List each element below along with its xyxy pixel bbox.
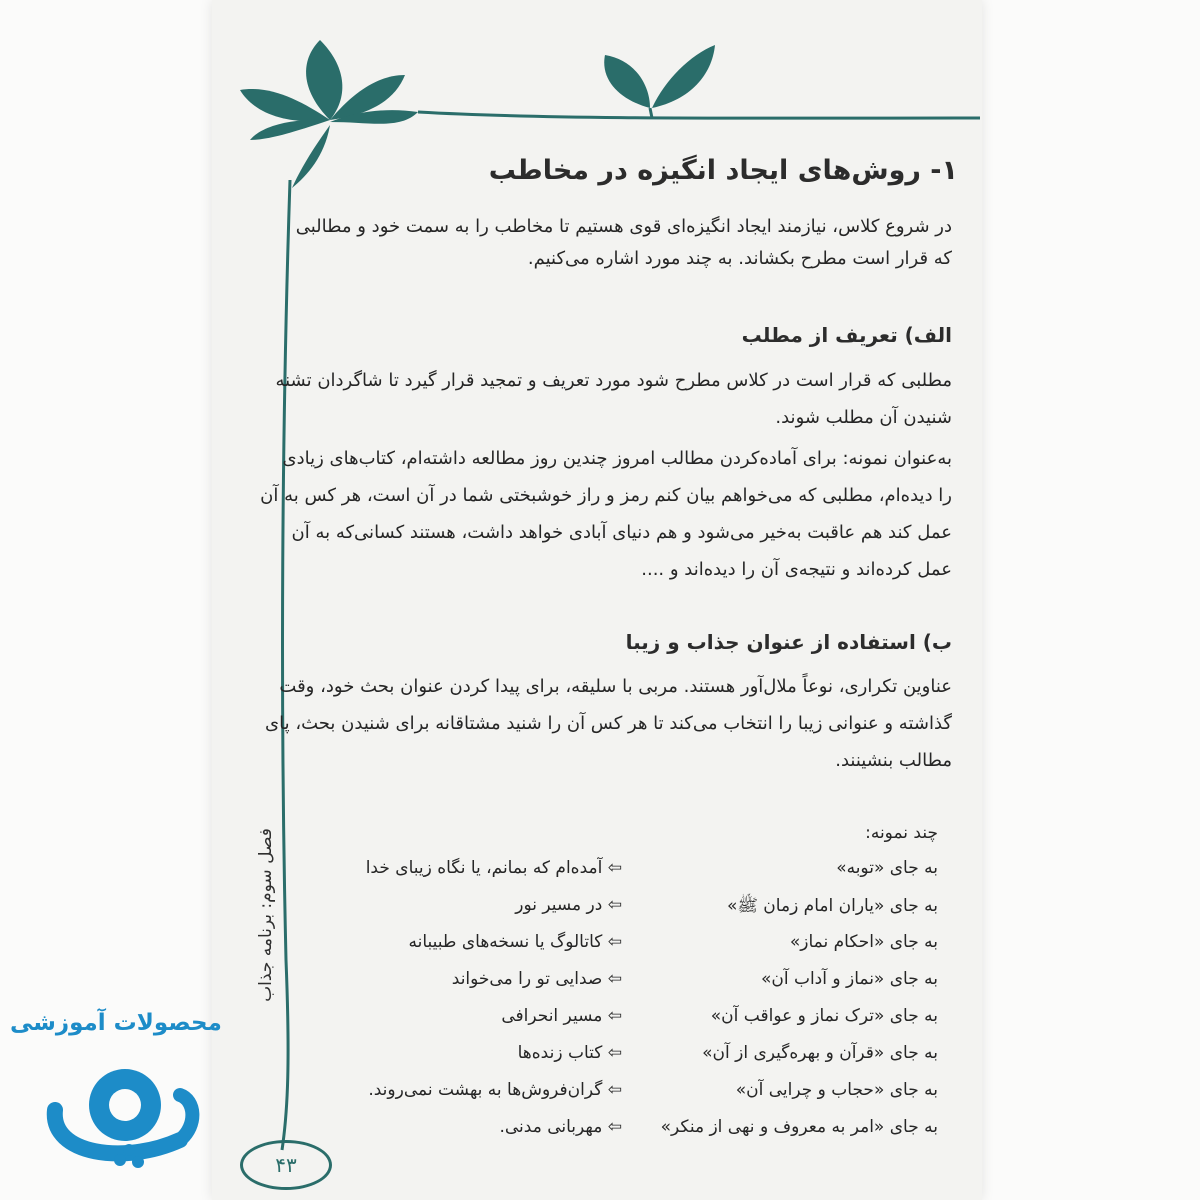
brand-logo-icon	[30, 1040, 210, 1170]
example-right-5: ⇦ مسیر انحرافی	[501, 1006, 622, 1026]
example-right-1: ⇦ آمده‌ام که بمانم، یا نگاه زیبای خدا	[365, 858, 622, 878]
section-b-title: ب) استفاده از عنوان جذاب و زیبا	[625, 630, 952, 654]
chapter-side-text: فصل سوم: برنامه جذاب	[256, 828, 277, 1002]
section-1-title: ۱- روش‌های ایجاد انگیزه در مخاطب	[488, 155, 958, 186]
section-a-title: الف) تعریف از مطلب	[741, 323, 952, 347]
example-left-6: به جای «قرآن و بهره‌گیری از آن»	[702, 1043, 938, 1063]
section-b-line-3: مطالب بنشینند.	[835, 750, 952, 771]
frame-line	[418, 112, 980, 118]
example-right-4: ⇦ صدایی تو را می‌خواند	[451, 969, 622, 989]
chapter-side-label	[246, 820, 286, 1010]
example-right-7: ⇦ گران‌فروش‌ها به بهشت نمی‌روند.	[368, 1080, 622, 1100]
section-a-para1-line-2: شنیدن آن مطلب شوند.	[775, 407, 952, 428]
example-left-8: به جای «امر به معروف و نهی از منکر»	[660, 1117, 938, 1137]
section-a-para2-line-2: را دیده‌ام، مطلبی که می‌خواهم بیان کنم رمز و راز خوشبختی شما در آن است، هر کس به آن	[260, 485, 952, 506]
example-right-6: ⇦ کتاب زنده‌ها	[517, 1043, 622, 1063]
section-b-line-1: عناوین تکراری، نوعاً ملال‌آور هستند. مربی با سلیقه، برای پیدا کردن عنوان بحث خود، وقت	[279, 676, 952, 697]
example-right-3: ⇦ کاتالوگ یا نسخه‌های طبیبانه	[408, 932, 622, 952]
section-1-line-1: در شروع کلاس، نیازمند ایجاد انگیزه‌ای قوی هستیم تا مخاطب را به سمت خود و مطالبی	[295, 216, 952, 237]
example-left-1: به جای «توبه»	[836, 858, 938, 878]
page-number: ۴۳	[240, 1140, 332, 1190]
example-right-8: ⇦ مهربانی مدنی.	[499, 1117, 622, 1137]
examples-label: چند نمونه:	[865, 823, 938, 843]
section-a-para2-line-4: عمل کرده‌اند و نتیجه‌ی آن را دیده‌اند و ....	[641, 559, 952, 580]
example-left-4: به جای «نماز و آداب آن»	[760, 969, 938, 989]
leaf-sprout-top-icon	[604, 45, 715, 118]
section-a-para1-line-1: مطلبی که قرار است در کلاس مطرح شود مورد تعریف و تمجید قرار گیرد تا شاگردان تشنه	[275, 370, 952, 391]
example-left-2: به جای «یاران امام زمان ﷺ»	[726, 896, 938, 916]
example-right-2: ⇦ در مسیر نور	[515, 895, 622, 915]
example-left-3: به جای «احکام نماز»	[789, 932, 938, 952]
section-a-para2-line-3: عمل کند هم عاقبت به‌خیر می‌شود و هم دنیای آبادی خواهد داشت، هستند کسانی‌که به آن	[291, 522, 952, 543]
leaf-cluster-left-icon	[240, 40, 418, 188]
example-left-7: به جای «حجاب و چرایی آن»	[735, 1080, 938, 1100]
section-1-line-2: که قرار است مطرح بکشاند. به چند مورد اشاره می‌کنیم.	[527, 248, 952, 269]
brand-text: محصولات آموزشی	[10, 1010, 222, 1036]
section-a-para2-line-1: به‌عنوان نمونه: برای آماده‌کردن مطالب امروز چندین روز مطالعه داشته‌ام، کتاب‌های زیادی	[282, 448, 952, 469]
section-b-line-2: گذاشته و عنوانی زیبا را انتخاب می‌کند تا هر کس آن را شنید مشتاقانه برای شنیدن بحث، پای	[265, 713, 952, 734]
example-left-5: به جای «ترک نماز و عواقب آن»	[710, 1006, 938, 1026]
